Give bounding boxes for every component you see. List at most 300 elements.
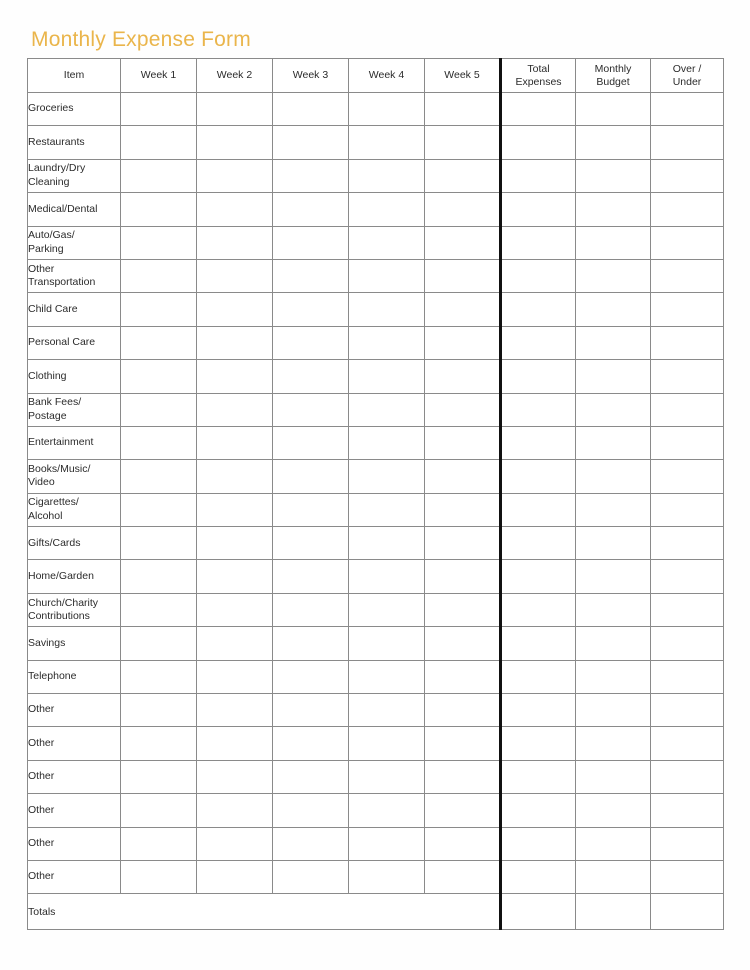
- total-expenses-entry-cell[interactable]: [501, 660, 576, 693]
- over-under-entry-cell[interactable]: [651, 226, 724, 259]
- row-label-line2: Video: [28, 476, 55, 489]
- table-row: [28, 860, 724, 893]
- monthly-budget-entry-cell[interactable]: [576, 527, 651, 560]
- table-row: [28, 794, 724, 827]
- week4-entry-cell[interactable]: [349, 360, 425, 393]
- row-label-cell: [28, 560, 121, 593]
- column-header-monthly-budget: [576, 59, 651, 93]
- table-row: [28, 627, 724, 660]
- week1-entry-cell[interactable]: [121, 660, 197, 693]
- week1-entry-cell[interactable]: [121, 560, 197, 593]
- week4-entry-cell[interactable]: [349, 560, 425, 593]
- week3-entry-cell[interactable]: [273, 627, 349, 660]
- row-label-line1: Cigarettes/: [28, 496, 79, 509]
- week4-entry-cell[interactable]: [349, 860, 425, 893]
- week4-entry-cell[interactable]: [349, 460, 425, 493]
- week4-entry-cell[interactable]: [349, 259, 425, 292]
- week2-entry-cell[interactable]: [197, 126, 273, 159]
- over-under-entry-cell[interactable]: [651, 460, 724, 493]
- week1-entry-cell[interactable]: [121, 860, 197, 893]
- row-label-line1: Restaurants: [28, 135, 85, 148]
- row-label-line2: Parking: [28, 242, 64, 255]
- row-label-cell: [28, 126, 121, 159]
- table-row: [28, 193, 724, 226]
- week2-entry-cell[interactable]: [197, 493, 273, 526]
- week4-entry-cell[interactable]: [349, 627, 425, 660]
- week5-entry-cell[interactable]: [425, 360, 501, 393]
- over-under-entry-cell[interactable]: [651, 560, 724, 593]
- week5-entry-cell[interactable]: [425, 627, 501, 660]
- row-label-cell: [28, 259, 121, 292]
- over-under-entry-cell[interactable]: [651, 159, 724, 192]
- row-label-cell: [28, 493, 121, 526]
- row-label-line1: Entertainment: [28, 436, 94, 449]
- row-label-line1: Groceries: [28, 102, 74, 115]
- week2-entry-cell[interactable]: [197, 694, 273, 727]
- row-label-line1: Personal Care: [28, 336, 96, 349]
- row-label-line1: Other: [28, 703, 55, 716]
- week3-entry-cell[interactable]: [273, 593, 349, 626]
- week4-entry-cell[interactable]: [349, 660, 425, 693]
- row-label-line1: Telephone: [28, 670, 77, 683]
- monthly-budget-entry-cell[interactable]: [576, 493, 651, 526]
- total-expenses-entry-cell[interactable]: [501, 860, 576, 893]
- column-header-item-line1: Item: [63, 69, 85, 82]
- week3-entry-cell[interactable]: [273, 827, 349, 860]
- week5-entry-cell[interactable]: [425, 460, 501, 493]
- week3-entry-cell[interactable]: [273, 293, 349, 326]
- week3-entry-cell[interactable]: [273, 126, 349, 159]
- week3-entry-cell[interactable]: [273, 560, 349, 593]
- table-row: [28, 159, 724, 192]
- week5-entry-cell[interactable]: [425, 393, 501, 426]
- week2-entry-cell[interactable]: [197, 93, 273, 126]
- week5-entry-cell[interactable]: [425, 560, 501, 593]
- table-row: [28, 426, 724, 459]
- week4-entry-cell[interactable]: [349, 93, 425, 126]
- week2-entry-cell[interactable]: [197, 760, 273, 793]
- row-label-line1: Other: [28, 837, 55, 850]
- table-row: [28, 226, 724, 259]
- week4-entry-cell[interactable]: [349, 193, 425, 226]
- week4-entry-cell[interactable]: [349, 293, 425, 326]
- week3-entry-cell[interactable]: [273, 393, 349, 426]
- column-header-week2: [197, 59, 273, 93]
- week2-entry-cell[interactable]: [197, 627, 273, 660]
- over-under-entry-cell[interactable]: [651, 126, 724, 159]
- table-row: [28, 593, 724, 626]
- week4-entry-cell[interactable]: [349, 694, 425, 727]
- monthly-budget-entry-cell[interactable]: [576, 827, 651, 860]
- week2-entry-cell[interactable]: [197, 226, 273, 259]
- totals-row: [28, 894, 724, 930]
- row-label-line2: Contributions: [28, 610, 90, 623]
- week4-entry-cell[interactable]: [349, 226, 425, 259]
- week3-entry-cell[interactable]: [273, 760, 349, 793]
- week3-entry-cell[interactable]: [273, 226, 349, 259]
- row-label-line1: Other: [28, 803, 55, 816]
- week3-entry-cell[interactable]: [273, 193, 349, 226]
- week5-entry-cell[interactable]: [425, 259, 501, 292]
- column-header-total-expenses-line2: Expenses: [515, 75, 562, 88]
- column-header-item: [28, 59, 121, 93]
- week5-entry-cell[interactable]: [425, 694, 501, 727]
- week2-entry-cell[interactable]: [197, 527, 273, 560]
- row-label-line1: Laundry/Dry: [28, 162, 86, 175]
- week5-entry-cell[interactable]: [425, 326, 501, 359]
- monthly-budget-entry-cell[interactable]: [576, 760, 651, 793]
- row-label-cell: [28, 93, 121, 126]
- row-label-line1: Child Care: [28, 302, 78, 315]
- week5-entry-cell[interactable]: [425, 493, 501, 526]
- week1-entry-cell[interactable]: [121, 159, 197, 192]
- total-expenses-entry-cell[interactable]: [501, 159, 576, 192]
- total-expenses-entry-cell[interactable]: [501, 326, 576, 359]
- table-row: [28, 660, 724, 693]
- column-header-week2-line1: Week 2: [216, 69, 253, 82]
- week2-entry-cell[interactable]: [197, 460, 273, 493]
- table-row: [28, 493, 724, 526]
- week1-entry-cell[interactable]: [121, 794, 197, 827]
- row-label-line1: Auto/Gas/: [28, 229, 75, 242]
- week4-entry-cell[interactable]: [349, 593, 425, 626]
- week5-entry-cell[interactable]: [425, 93, 501, 126]
- week1-entry-cell[interactable]: [121, 493, 197, 526]
- row-label-line1: Other: [28, 736, 55, 749]
- column-header-over-under-line1: Over /: [672, 63, 702, 75]
- week4-entry-cell[interactable]: [349, 827, 425, 860]
- week5-entry-cell[interactable]: [425, 660, 501, 693]
- over-under-entry-cell[interactable]: [651, 93, 724, 126]
- column-header-week4-line1: Week 4: [368, 69, 405, 82]
- week5-entry-cell[interactable]: [425, 827, 501, 860]
- total-expenses-entry-cell[interactable]: [501, 460, 576, 493]
- total-expenses-entry-cell[interactable]: [501, 360, 576, 393]
- row-label-cell: [28, 794, 121, 827]
- column-header-total-expenses: [501, 59, 576, 93]
- row-label-cell: [28, 360, 121, 393]
- total-expenses-entry-cell[interactable]: [501, 627, 576, 660]
- row-label-line2: Cleaning: [28, 175, 70, 188]
- week5-entry-cell[interactable]: [425, 426, 501, 459]
- row-label-cell: [28, 727, 121, 760]
- over-under-entry-cell[interactable]: [651, 860, 724, 893]
- table-header-row: [28, 59, 724, 93]
- row-label-cell: [28, 460, 121, 493]
- table-row: [28, 827, 724, 860]
- week1-entry-cell[interactable]: [121, 627, 197, 660]
- week2-entry-cell[interactable]: [197, 560, 273, 593]
- week2-entry-cell[interactable]: [197, 593, 273, 626]
- row-label-cell: [28, 760, 121, 793]
- week5-entry-cell[interactable]: [425, 794, 501, 827]
- week5-entry-cell[interactable]: [425, 126, 501, 159]
- week1-entry-cell[interactable]: [121, 93, 197, 126]
- week3-entry-cell[interactable]: [273, 426, 349, 459]
- week3-entry-cell[interactable]: [273, 93, 349, 126]
- week5-entry-cell[interactable]: [425, 293, 501, 326]
- week2-entry-cell[interactable]: [197, 360, 273, 393]
- total-expenses-entry-cell[interactable]: [501, 93, 576, 126]
- total-expenses-entry-cell[interactable]: [501, 259, 576, 292]
- week4-entry-cell[interactable]: [349, 794, 425, 827]
- totals-over-under-cell[interactable]: [651, 894, 724, 930]
- total-expenses-entry-cell[interactable]: [501, 727, 576, 760]
- column-header-over-under-line2: Under: [672, 75, 702, 88]
- row-label-line1: Other: [28, 262, 55, 275]
- week1-entry-cell[interactable]: [121, 593, 197, 626]
- total-expenses-entry-cell[interactable]: [501, 393, 576, 426]
- expense-table-container: [27, 58, 719, 930]
- total-expenses-entry-cell[interactable]: [501, 126, 576, 159]
- over-under-entry-cell[interactable]: [651, 593, 724, 626]
- monthly-budget-entry-cell[interactable]: [576, 126, 651, 159]
- week4-entry-cell[interactable]: [349, 727, 425, 760]
- monthly-budget-entry-cell[interactable]: [576, 560, 651, 593]
- row-label-cell: [28, 827, 121, 860]
- week2-entry-cell[interactable]: [197, 293, 273, 326]
- monthly-budget-entry-cell[interactable]: [576, 159, 651, 192]
- monthly-budget-entry-cell[interactable]: [576, 326, 651, 359]
- total-expenses-entry-cell[interactable]: [501, 193, 576, 226]
- week3-entry-cell[interactable]: [273, 727, 349, 760]
- week2-entry-cell[interactable]: [197, 426, 273, 459]
- over-under-entry-cell[interactable]: [651, 259, 724, 292]
- over-under-entry-cell[interactable]: [651, 627, 724, 660]
- monthly-budget-entry-cell[interactable]: [576, 226, 651, 259]
- week1-entry-cell[interactable]: [121, 126, 197, 159]
- column-header-week5-line1: Week 5: [444, 69, 480, 82]
- table-row: [28, 527, 724, 560]
- total-expenses-entry-cell[interactable]: [501, 226, 576, 259]
- row-label-cell: [28, 593, 121, 626]
- monthly-budget-entry-cell[interactable]: [576, 694, 651, 727]
- over-under-entry-cell[interactable]: [651, 527, 724, 560]
- week2-entry-cell[interactable]: [197, 259, 273, 292]
- over-under-entry-cell[interactable]: [651, 727, 724, 760]
- week1-entry-cell[interactable]: [121, 226, 197, 259]
- week1-entry-cell[interactable]: [121, 360, 197, 393]
- column-header-week1: [121, 59, 197, 93]
- row-label-cell: [28, 860, 121, 893]
- over-under-entry-cell[interactable]: [651, 393, 724, 426]
- monthly-expense-table: [27, 58, 724, 930]
- over-under-entry-cell[interactable]: [651, 193, 724, 226]
- row-label-cell: [28, 527, 121, 560]
- table-row: [28, 360, 724, 393]
- monthly-budget-entry-cell[interactable]: [576, 93, 651, 126]
- week2-entry-cell[interactable]: [197, 159, 273, 192]
- over-under-entry-cell[interactable]: [651, 493, 724, 526]
- week1-entry-cell[interactable]: [121, 527, 197, 560]
- week5-entry-cell[interactable]: [425, 760, 501, 793]
- column-header-week3-line1: Week 3: [292, 69, 329, 82]
- column-header-monthly-budget-line1: Monthly: [594, 63, 632, 75]
- monthly-budget-entry-cell[interactable]: [576, 426, 651, 459]
- week4-entry-cell[interactable]: [349, 326, 425, 359]
- row-label-line1: Bank Fees/: [28, 396, 82, 409]
- row-label-line1: Gifts/Cards: [28, 536, 81, 549]
- table-row: [28, 293, 724, 326]
- week3-entry-cell[interactable]: [273, 660, 349, 693]
- total-expenses-entry-cell[interactable]: [501, 493, 576, 526]
- week2-entry-cell[interactable]: [197, 860, 273, 893]
- week1-entry-cell[interactable]: [121, 426, 197, 459]
- row-label-line1: Home/Garden: [28, 569, 94, 582]
- table-body: [28, 93, 724, 930]
- week4-entry-cell[interactable]: [349, 493, 425, 526]
- week4-entry-cell[interactable]: [349, 126, 425, 159]
- total-expenses-entry-cell[interactable]: [501, 694, 576, 727]
- table-row: [28, 460, 724, 493]
- monthly-budget-entry-cell[interactable]: [576, 259, 651, 292]
- week4-entry-cell[interactable]: [349, 760, 425, 793]
- week4-entry-cell[interactable]: [349, 159, 425, 192]
- row-label-cell: [28, 193, 121, 226]
- totals-total-expenses-cell[interactable]: [501, 894, 576, 930]
- column-header-week3: [273, 59, 349, 93]
- total-expenses-entry-cell[interactable]: [501, 560, 576, 593]
- week3-entry-cell[interactable]: [273, 326, 349, 359]
- week1-entry-cell[interactable]: [121, 827, 197, 860]
- row-label-line1: Books/Music/: [28, 462, 91, 475]
- monthly-budget-entry-cell[interactable]: [576, 193, 651, 226]
- row-label-line2: Alcohol: [28, 509, 63, 522]
- column-header-over-under: [651, 59, 724, 93]
- week2-entry-cell[interactable]: [197, 326, 273, 359]
- week2-entry-cell[interactable]: [197, 193, 273, 226]
- over-under-entry-cell[interactable]: [651, 660, 724, 693]
- monthly-budget-entry-cell[interactable]: [576, 293, 651, 326]
- table-row: [28, 694, 724, 727]
- week1-entry-cell[interactable]: [121, 727, 197, 760]
- monthly-budget-entry-cell[interactable]: [576, 593, 651, 626]
- column-header-total-expenses-line1: Total: [527, 63, 550, 75]
- week5-entry-cell[interactable]: [425, 226, 501, 259]
- over-under-entry-cell[interactable]: [651, 360, 724, 393]
- column-header-week5: [425, 59, 501, 93]
- week3-entry-cell[interactable]: [273, 694, 349, 727]
- over-under-entry-cell[interactable]: [651, 794, 724, 827]
- week5-entry-cell[interactable]: [425, 527, 501, 560]
- week1-entry-cell[interactable]: [121, 694, 197, 727]
- week5-entry-cell[interactable]: [425, 727, 501, 760]
- table-row: [28, 727, 724, 760]
- week5-entry-cell[interactable]: [425, 860, 501, 893]
- week1-entry-cell[interactable]: [121, 193, 197, 226]
- week2-entry-cell[interactable]: [197, 393, 273, 426]
- row-label-line1: Church/Charity: [28, 596, 99, 609]
- row-label-cell: [28, 293, 121, 326]
- table-row: [28, 560, 724, 593]
- row-label-cell: [28, 627, 121, 660]
- table-row: [28, 326, 724, 359]
- week1-entry-cell[interactable]: [121, 259, 197, 292]
- over-under-entry-cell[interactable]: [651, 426, 724, 459]
- total-expenses-entry-cell[interactable]: [501, 426, 576, 459]
- week2-entry-cell[interactable]: [197, 727, 273, 760]
- week3-entry-cell[interactable]: [273, 460, 349, 493]
- row-label-cell: [28, 226, 121, 259]
- week5-entry-cell[interactable]: [425, 159, 501, 192]
- total-expenses-entry-cell[interactable]: [501, 293, 576, 326]
- row-label-line2: Transportation: [28, 276, 96, 289]
- week5-entry-cell[interactable]: [425, 193, 501, 226]
- monthly-budget-entry-cell[interactable]: [576, 627, 651, 660]
- table-row: [28, 259, 724, 292]
- week4-entry-cell[interactable]: [349, 426, 425, 459]
- week3-entry-cell[interactable]: [273, 259, 349, 292]
- week4-entry-cell[interactable]: [349, 527, 425, 560]
- week2-entry-cell[interactable]: [197, 794, 273, 827]
- row-label-cell: [28, 326, 121, 359]
- over-under-entry-cell[interactable]: [651, 694, 724, 727]
- total-expenses-entry-cell[interactable]: [501, 593, 576, 626]
- row-label-cell: [28, 660, 121, 693]
- week2-entry-cell[interactable]: [197, 827, 273, 860]
- over-under-entry-cell[interactable]: [651, 760, 724, 793]
- row-label-cell: [28, 159, 121, 192]
- week1-entry-cell[interactable]: [121, 460, 197, 493]
- row-label-line1: Clothing: [28, 369, 67, 382]
- week1-entry-cell[interactable]: [121, 326, 197, 359]
- week5-entry-cell[interactable]: [425, 593, 501, 626]
- week1-entry-cell[interactable]: [121, 760, 197, 793]
- week4-entry-cell[interactable]: [349, 393, 425, 426]
- totals-monthly-budget-cell[interactable]: [576, 894, 651, 930]
- monthly-budget-entry-cell[interactable]: [576, 393, 651, 426]
- week1-entry-cell[interactable]: [121, 393, 197, 426]
- table-row: [28, 93, 724, 126]
- total-expenses-entry-cell[interactable]: [501, 527, 576, 560]
- table-row: [28, 760, 724, 793]
- row-label-line1: Medical/Dental: [28, 202, 98, 215]
- monthly-budget-entry-cell[interactable]: [576, 727, 651, 760]
- row-label-line1: Other: [28, 870, 55, 883]
- monthly-budget-entry-cell[interactable]: [576, 660, 651, 693]
- week3-entry-cell[interactable]: [273, 493, 349, 526]
- monthly-budget-entry-cell[interactable]: [576, 460, 651, 493]
- week2-entry-cell[interactable]: [197, 660, 273, 693]
- over-under-entry-cell[interactable]: [651, 326, 724, 359]
- total-expenses-entry-cell[interactable]: [501, 760, 576, 793]
- week3-entry-cell[interactable]: [273, 360, 349, 393]
- total-expenses-entry-cell[interactable]: [501, 827, 576, 860]
- column-header-week1-line1: Week 1: [140, 69, 177, 82]
- week3-entry-cell[interactable]: [273, 794, 349, 827]
- table-row: [28, 126, 724, 159]
- monthly-budget-entry-cell[interactable]: [576, 794, 651, 827]
- total-expenses-entry-cell[interactable]: [501, 794, 576, 827]
- row-label-line1: Other: [28, 770, 55, 783]
- row-label-line1: Savings: [28, 636, 66, 649]
- over-under-entry-cell[interactable]: [651, 827, 724, 860]
- monthly-budget-entry-cell[interactable]: [576, 360, 651, 393]
- week3-entry-cell[interactable]: [273, 159, 349, 192]
- totals-label: Totals: [28, 894, 501, 930]
- week1-entry-cell[interactable]: [121, 293, 197, 326]
- page-title: Monthly Expense Form: [31, 28, 251, 51]
- monthly-budget-entry-cell[interactable]: [576, 860, 651, 893]
- row-label-cell: [28, 694, 121, 727]
- over-under-entry-cell[interactable]: [651, 293, 724, 326]
- table-header: [28, 59, 724, 93]
- row-label-cell: [28, 426, 121, 459]
- row-label-cell: [28, 393, 121, 426]
- week3-entry-cell[interactable]: [273, 860, 349, 893]
- table-row: [28, 393, 724, 426]
- week3-entry-cell[interactable]: [273, 527, 349, 560]
